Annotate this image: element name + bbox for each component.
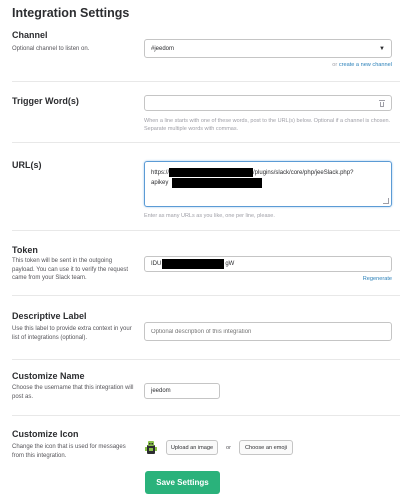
token-prefix: IDU bbox=[151, 261, 162, 267]
divider bbox=[12, 359, 400, 360]
divider bbox=[12, 415, 400, 416]
save-settings-button[interactable]: Save Settings bbox=[145, 471, 220, 494]
name-description: Choose the username that this integration will post as. bbox=[12, 385, 134, 400]
icon-or-text: or bbox=[226, 445, 231, 451]
create-channel-row bbox=[332, 62, 392, 68]
token-redaction bbox=[162, 259, 224, 269]
divider bbox=[12, 142, 400, 143]
descriptive-label-input[interactable] bbox=[144, 322, 392, 341]
section-title-label: Descriptive Label bbox=[12, 311, 87, 321]
caret-down-icon: ▼ bbox=[379, 45, 385, 52]
url-redaction-2 bbox=[172, 178, 262, 188]
divider bbox=[12, 295, 400, 296]
create-channel-link[interactable]: create a new channel bbox=[338, 62, 392, 68]
section-title-token: Token bbox=[12, 245, 38, 255]
token-input[interactable] bbox=[144, 256, 392, 272]
section-title-urls: URL(s) bbox=[12, 160, 42, 170]
section-title-channel: Channel bbox=[12, 30, 48, 40]
trash-icon[interactable] bbox=[379, 100, 385, 107]
token-description: This token will be sent in the outgoing payload. You can use it to verify the request came from your Slack team. bbox=[12, 258, 129, 281]
create-channel-prefix: or bbox=[332, 62, 338, 68]
divider bbox=[12, 230, 400, 231]
token-suffix: gW bbox=[225, 261, 235, 267]
username-input[interactable] bbox=[144, 383, 220, 399]
icon-description: Change the icon that is used for messages from this integration. bbox=[12, 444, 126, 459]
url-redaction bbox=[169, 168, 253, 177]
channel-select-value: #jeedom bbox=[151, 45, 175, 52]
channel-select[interactable] bbox=[144, 39, 392, 58]
choose-emoji-button[interactable]: Choose an emoji bbox=[239, 440, 293, 455]
url-line-1 bbox=[151, 168, 385, 178]
trigger-words-input[interactable] bbox=[144, 95, 392, 111]
section-title-name: Customize Name bbox=[12, 371, 85, 381]
section-title-trigger: Trigger Word(s) bbox=[12, 96, 79, 106]
url-line-1-suffix: /plugins/slack/core/php/jeeSlack.php? bbox=[253, 170, 354, 177]
url-line-1-prefix: https:// bbox=[151, 170, 170, 177]
urls-hint: Enter as many URLs as you like, one per line, please. bbox=[144, 213, 275, 219]
label-description: Use this label to provide extra context in your list of integrations (optional). bbox=[12, 326, 132, 341]
url-line-2-prefix: apikey bbox=[151, 180, 169, 187]
section-title-icon: Customize Icon bbox=[12, 429, 79, 439]
bot-avatar-icon bbox=[144, 440, 158, 456]
upload-image-button[interactable]: Upload an image bbox=[166, 440, 218, 455]
regenerate-link[interactable]: Regenerate bbox=[362, 276, 392, 282]
page-title: Integration Settings bbox=[12, 6, 130, 20]
resize-handle-icon[interactable] bbox=[383, 198, 389, 204]
username-value: jeedom bbox=[151, 388, 171, 394]
trigger-words-hint: When a line starts with one of these words, post to the URL(s) below. Optional if a channel is chosen. Separate multiple words with commas. bbox=[144, 118, 391, 132]
channel-description: Optional channel to listen on. bbox=[12, 46, 90, 52]
divider bbox=[12, 81, 400, 82]
